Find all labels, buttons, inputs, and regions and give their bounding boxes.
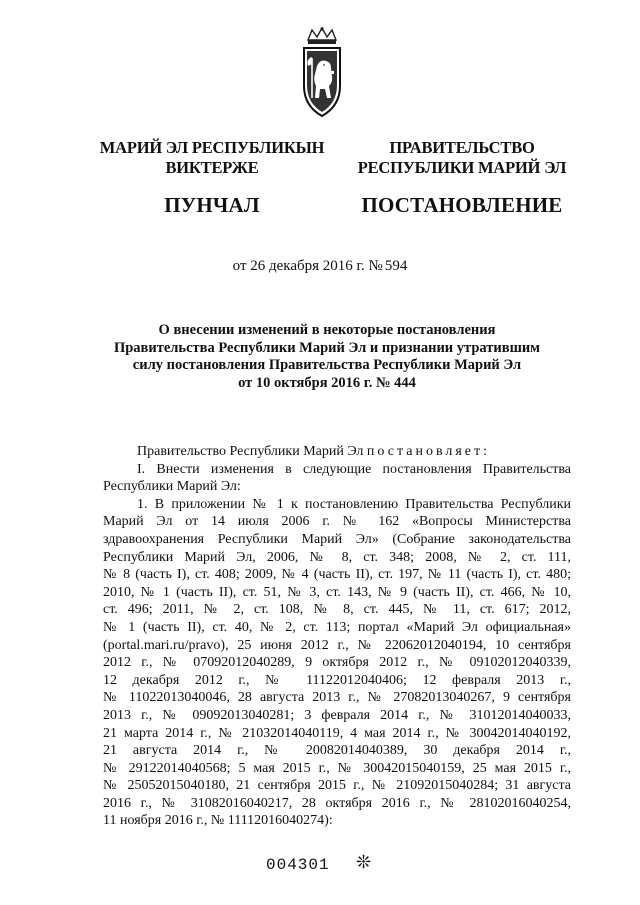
- date-day: 26: [250, 258, 266, 274]
- body-line: 2010, № 1 (часть II), ст. 51, № 3, ст. 143, № 9 (часть II), ст. 466, № 10,: [103, 584, 571, 600]
- body-line: 21 августа 2014 г., № 20082014040389, 30 декабря 2014 г.,: [103, 743, 571, 759]
- title-line: от 10 октября 2016 г. № 444: [238, 374, 416, 391]
- body-line: Республики Марий Эл:: [103, 479, 241, 495]
- body-line: здравоохранения Республики Марий Эл» (Собрание законодательства: [103, 531, 571, 547]
- body-line: № 29122014040568; 5 мая 2015 г., № 30042015040159, 25 мая 2015 г.,: [103, 760, 571, 776]
- header-right-line1: ПРАВИТЕЛЬСТВО: [389, 138, 535, 157]
- body-line: Республики Марий Эл, 2006, № 8, ст. 348; 2008, № 2, ст. 111,: [103, 549, 571, 565]
- doc-type-mari: ПУНЧАЛ: [164, 193, 260, 217]
- title-line: Правительства Республики Марий Эл и признании утратившим: [113, 339, 541, 356]
- header-right: [356, 138, 568, 218]
- intro-resolves: постановляет:: [366, 444, 491, 459]
- title-line: силу постановления Правительства Республики Марий Эл: [132, 357, 522, 373]
- header-left-line2: ВИКТЕРЖЕ: [165, 158, 259, 177]
- body-line: 2012 г., № 07092012040289, 9 октября 2012 г., № 09102012040339,: [103, 655, 571, 671]
- coat-of-arms-icon: [298, 26, 346, 118]
- body-line: (portal.mari.ru/pravo), 25 июня 2012 г., № 22062012040194, 10 сентября: [103, 637, 571, 653]
- body-line: Марий Эл от 14 июля 2006 г. № 162 «Вопросы Министерства: [103, 514, 571, 530]
- body-line: № 11022013040046, 28 августа 2013 г., № 27082013040267, 9 сентября: [103, 690, 571, 706]
- header-left-line1: МАРИЙ ЭЛ РЕСПУБЛИКЫН: [99, 138, 325, 157]
- body-line: 21 марта 2014 г., № 21032014040119, 4 мая 2014 г., № 30042014040192,: [103, 725, 571, 741]
- body-line: № 25052015040180, 21 сентября 2015 г., № 21092015040284; 31 августа: [103, 778, 571, 794]
- body-line: I. Внести изменения в следующие постановления Правительства: [137, 461, 571, 477]
- title-line: О внесении изменений в некоторые постановления: [158, 322, 496, 338]
- date-prefix: от: [232, 258, 247, 274]
- doc-type-russian: ПОСТАНОВЛЕНИЕ: [361, 193, 563, 217]
- body-line: 12 декабря 2012 г., № 11122012040406; 12 февраля 2013 г.,: [103, 672, 571, 688]
- intro-lead: Правительство Республики Марий Эл: [137, 444, 364, 459]
- asterisk-mark-icon: ❊: [356, 852, 372, 872]
- body-line: 1. В приложении № 1 к постановлению Правительства Республики: [137, 496, 571, 512]
- document-body: [103, 443, 571, 830]
- serial-number: 004301: [266, 856, 330, 874]
- document-number: 594: [384, 258, 408, 274]
- header-left: [96, 138, 328, 218]
- body-line: № 1 (часть II), ст. 40, № 2, ст. 113; портал «Марий Эл официальная»: [103, 619, 571, 635]
- body-line: № 8 (часть I), ст. 408; 2009, № 4 (часть II), ст. 197, № 11 (часть I), ст. 480;: [103, 567, 571, 583]
- body-line: 2016 г., № 31082016040217, 28 октября 2016 г., № 28102016040254,: [103, 795, 571, 811]
- document-title: [112, 322, 542, 392]
- body-line: 2013 г., № 09092013040281; 3 февраля 2014 г., № 31012014040033,: [103, 707, 571, 723]
- header-right-line2: РЕСПУБЛИКИ МАРИЙ ЭЛ: [357, 158, 567, 177]
- body-line: 11 ноября 2016 г., № 11112016040274):: [103, 813, 333, 829]
- body-line: ст. 496; 2011, № 2, ст. 108, № 8, ст. 445, № 11, ст. 617; 2012,: [103, 602, 571, 618]
- document-date-line: [0, 258, 640, 275]
- date-rest: декабря 2016 г. №: [269, 258, 383, 274]
- intro-line: [103, 443, 571, 461]
